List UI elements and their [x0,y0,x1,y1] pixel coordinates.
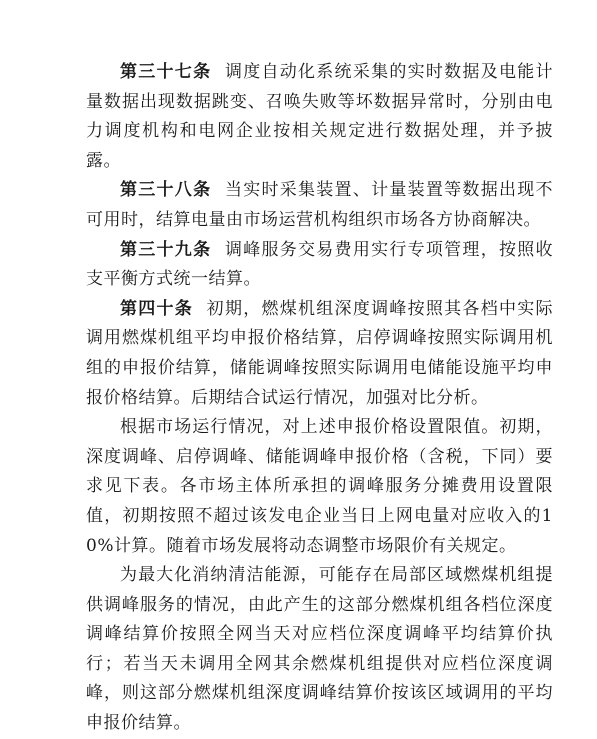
article-38-heading: 第三十八条 [120,180,212,201]
article-37-heading: 第三十七条 [120,62,212,82]
article-37-paragraph [86,58,553,176]
article-39-text: 调峰服务交易费用实行专项管理，按照收支平衡方式统一结算。 [86,239,554,290]
clean-energy-text: 为最大化消纳清洁能源，可能存在局部区域燃煤机组提供调峰服务的情况，由此产生的这部分燃煤机组各档位深度调峰结算价按照全网当天对应档位深度调峰平均结算价执行；若当天未调用全网其余燃煤机组提供对应档位深度调峰，则这部分燃煤机组深度调峰结算价按该区域调用的平均申报价结算。 [86,565,553,734]
article-40-paragraph [86,295,553,413]
article-40-heading: 第四十条 [120,298,194,319]
article-38-text: 当实时采集装置、计量装置等数据出现不可用时，结算电量由市场运营机构组织市场各方协商解决。 [86,180,554,230]
price-limit-paragraph [86,413,553,561]
article-38-paragraph [86,176,553,235]
article-37-text: 调度自动化系统采集的实时数据及电能计量数据出现数据跳变、召唤失败等坏数据异常时，分别由电力调度机构和电网企业按相关规定进行数据处理，并予披露。 [86,62,554,171]
article-40-text: 初期，燃煤机组深度调峰按照其各档中实际调用燃煤机组平均申报价格结算，启停调峰按照实际调用机组的申报价结算，储能调峰按照实际调用电储能设施平均申报价格结算。后期结合试运行情况，加强对比分析。 [86,298,554,408]
article-39-heading: 第三十九条 [120,239,212,260]
price-limit-text: 根据市场运行情况，对上述申报价格设置限值。初期，深度调峰、启停调峰、储能调峰申报价格（含税，下同）要求见下表。各市场主体所承担的调峰服务分摊费用设置限值，初期按照不超过该发电企业当日上网电量对应收入的10%计算。随着市场发展将动态调整市场限价有关规定。 [86,417,553,556]
clean-energy-paragraph [86,561,553,739]
article-39-paragraph [86,236,553,295]
